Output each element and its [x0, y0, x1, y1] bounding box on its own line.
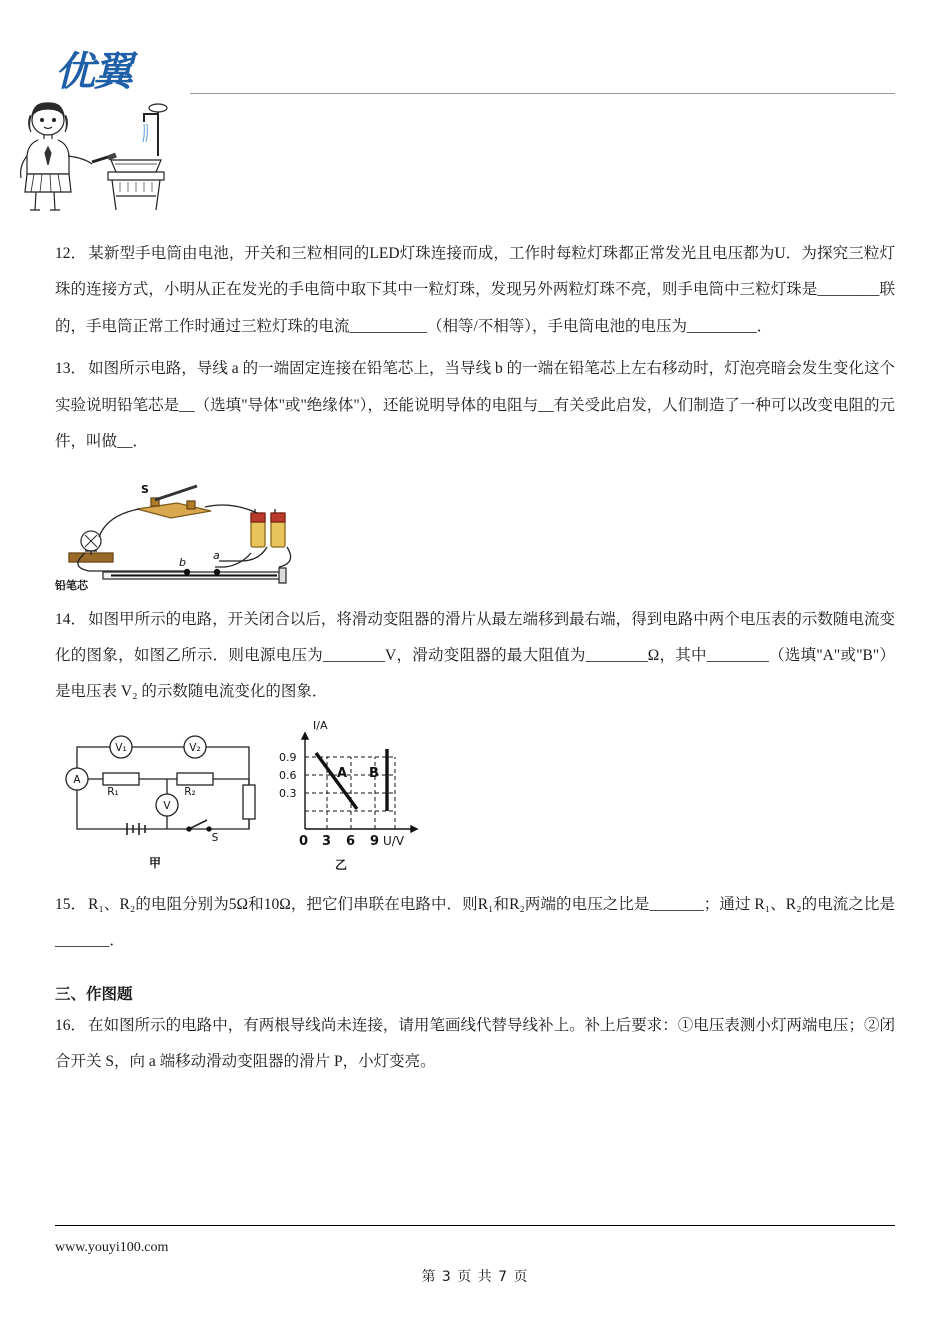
- figure14-chart-xtick-6: 6: [346, 833, 356, 849]
- pencil-lead-circuit-figure: [55, 467, 895, 592]
- figure13-caption: 铅笔芯: [55, 578, 88, 592]
- question-15-number: 15．: [55, 895, 87, 913]
- question-16-text: 在如图所示的电路中，有两根导线尚未连接，请用笔画线代替导线补上。补上后要求：①电压表测小灯两端电压；②闭合开关 S，向 a 端移动滑动变阻器的滑片 P，小灯变亮。: [55, 1016, 895, 1071]
- figure14-caption-jia: 甲: [148, 855, 162, 870]
- figure14-chart-series-b: B: [369, 765, 379, 781]
- figure13-label-b: b: [179, 555, 186, 569]
- question-16: [55, 1008, 895, 1081]
- figure14-label-r1: R₁: [107, 785, 119, 798]
- figure14-label-r2: R₂: [184, 785, 196, 798]
- question-12-number: 12．: [55, 245, 87, 262]
- question-14-number: 14．: [55, 610, 87, 628]
- voltmeter-circuit-and-graph-figure: [55, 717, 895, 877]
- figure13-label-a: a: [213, 548, 220, 562]
- question-13: [55, 351, 895, 460]
- girl-washing-at-tap-illustration: [8, 100, 193, 215]
- footer-divider: [55, 1225, 895, 1226]
- figure14-chart-series-a: A: [337, 765, 348, 781]
- figure14-label-v2: V₂: [189, 741, 201, 754]
- question-16-number: 16．: [55, 1016, 87, 1034]
- svg-text:S: S: [141, 482, 149, 496]
- header-divider: [190, 93, 895, 94]
- figure14-chart-ytick-09: 0.9: [279, 750, 297, 764]
- question-13-number: 13．: [55, 360, 87, 378]
- figure14-label-switch: S: [211, 831, 219, 844]
- figure14-caption-yi: 乙: [335, 857, 348, 872]
- question-14-text: 如图甲所示的电路，开关闭合以后，将滑动变阻器的滑片从最左端移到最右端，得到电路中两个电压表的示数随电流变化的图象，如图乙所示．则电源电压为________V，滑动变阻器的最大阻值为________Ω，其中________（选填"A"或"B"）是电压表 V₂ 的示数随电流变化的图象．: [55, 610, 895, 701]
- question-15-text: R₁、R₂的电阻分别为5Ω和10Ω，把它们串联在电路中．则R₁和R₂两端的电压之比是_______；通过 R₁、R₂的电流之比是_______．: [55, 895, 895, 950]
- figure14-chart-ytick-03: 0.3: [279, 786, 297, 800]
- footer-page-number: 第 3 页 共 7 页: [421, 1269, 529, 1285]
- figure14-chart-xtick-3: 3: [322, 833, 332, 849]
- figure14-label-v1: V₁: [115, 741, 127, 754]
- figure14-chart-xtick-0: 0: [299, 833, 309, 849]
- question-15: [55, 887, 895, 960]
- question-12: [55, 236, 895, 345]
- section-title-drawing: 三、作图题: [55, 985, 133, 1003]
- footer-url: www.youyi100.com: [55, 1240, 169, 1255]
- brand-logo: [55, 49, 131, 95]
- figure14-chart-ytick-06: 0.6: [279, 768, 297, 782]
- page-header: [55, 0, 895, 110]
- figure14-chart-ylabel: I/A: [313, 718, 328, 732]
- question-14: [55, 602, 895, 711]
- figure14-chart-xtick-9: 9: [370, 833, 380, 849]
- figure14-label-voltmeter: V: [163, 799, 171, 812]
- question-13-text: 如图所示电路，导线 a 的一端固定连接在铅笔芯上，当导线 b 的一端在铅笔芯上左右移动时，灯泡亮暗会发生变化这个实验说明铅笔芯是__（选填"导体"或"绝缘体"），还能说明导体的电阻与__有关受此启发，人们制造了一种可以改变电阻的元件，叫做__．: [55, 360, 895, 451]
- figure14-label-ammeter: A: [73, 773, 81, 786]
- question-12-text: 某新型手电筒由电池，开关和三粒相同的LED灯珠连接而成，工作时每粒灯珠都正常发光且电压都为U．为探究三粒灯珠的连接方式，小明从正在发光的手电筒中取下其中一粒灯珠，发现另外两粒灯珠不亮，则手电筒中三粒灯珠是________联的，手电筒正常工作时通过三粒灯珠的电流__________（相等/不相等），手电筒电池的电压为_________．: [55, 245, 895, 335]
- figure14-chart-xlabel: U/V: [383, 833, 405, 848]
- brand-logo-text: 优翼: [55, 49, 131, 95]
